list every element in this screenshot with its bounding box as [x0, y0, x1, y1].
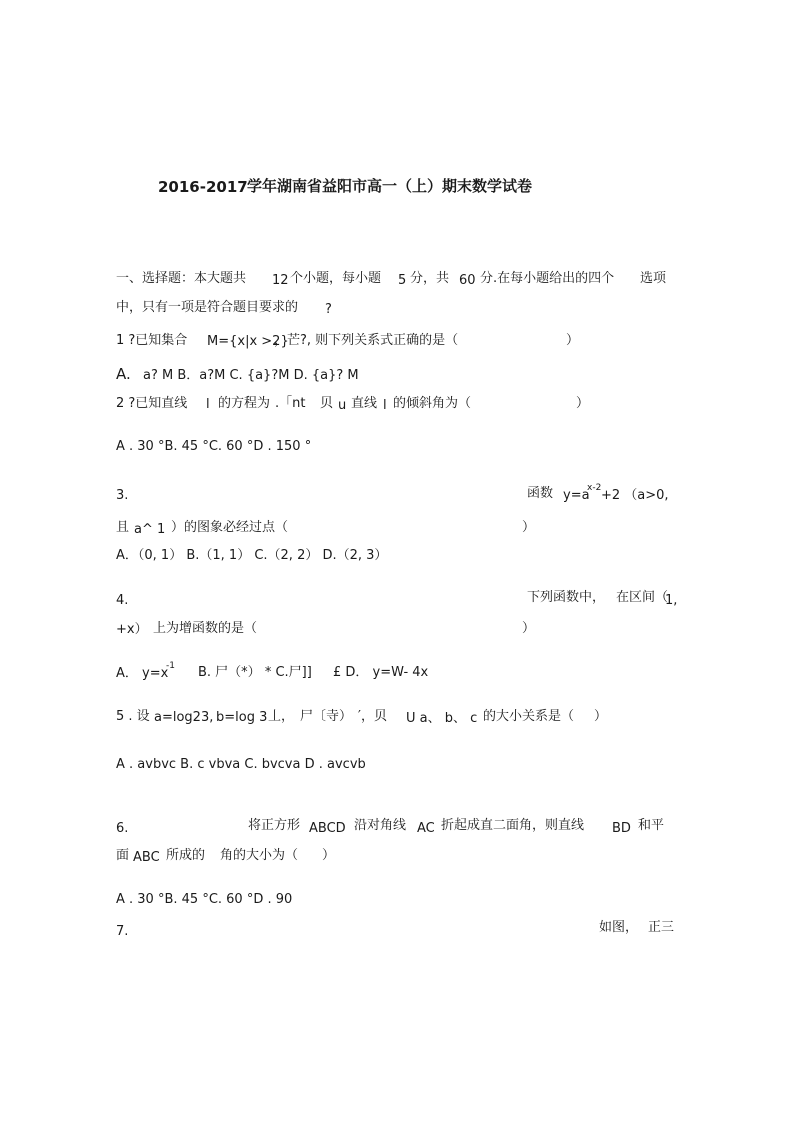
q5-variables: U a、 b、 c [406, 711, 478, 726]
section-heading-mark: ? [325, 302, 332, 317]
q3-stem-part1: 函数 [527, 486, 554, 501]
q5-stem-part2: 丄， [268, 709, 295, 724]
q5-value-b: b=log 3 [216, 710, 268, 725]
q6-stem-part1: 将正方形 [248, 818, 301, 833]
q2-stem-part4: u [338, 398, 347, 413]
q5-stem-part3: ′，贝 [358, 709, 387, 724]
q6-diagonal: AC [417, 821, 435, 836]
q6-stem-part2: 沿对角线 [354, 818, 407, 833]
q4-close-paren: ） [522, 621, 536, 636]
q5-options: A . avbvc B. c vbva C. bvcva D . avcvb [116, 757, 366, 772]
q4-interval-start: 1, [665, 593, 678, 608]
q6-options: A . 30 °B. 45 °C. 60 °D . 90 [116, 892, 293, 907]
q1-option-a-label: A. [116, 365, 131, 383]
q4-number: 4. [116, 593, 129, 608]
q4-option-a-exponent: -1 [166, 661, 175, 671]
section-heading-part1: 一、选择题：本大题共 [116, 271, 247, 286]
q4-stem-part1: 下列函数中， [527, 590, 606, 605]
q2-stem-part3: 贝 [320, 396, 334, 411]
section-heading-count: 12 [272, 273, 289, 288]
q7-number: 7. [116, 924, 129, 939]
q5-stem-part1: 5 . 设 [116, 709, 150, 724]
q3-function: y=a [563, 488, 590, 503]
q5-value-c: 尸〔寺） [300, 709, 353, 724]
section-heading-part4: 分.在每小题给出的四个 [480, 271, 615, 286]
q6-plane: ABC [133, 850, 160, 865]
q4-options-bc: B. 尸（*） * C.尸]] [198, 665, 312, 680]
q6-close-paren: ） [322, 848, 336, 863]
q2-stem-part1: 2 ?已知直线 [116, 396, 188, 411]
section-heading-points: 5 [398, 273, 407, 288]
q6-stem-part4: 和平 [638, 818, 665, 833]
q5-close-paren: ） [594, 709, 608, 724]
q3-number: 3. [116, 488, 129, 503]
q5-value-a: a=log23, [154, 710, 214, 725]
q1-close-paren: ） [566, 333, 580, 348]
q4-stem-part2: 在区间（ [616, 590, 669, 605]
q4-interval-end: +x） [116, 622, 148, 637]
q2-stem-part2: 的方程为 [218, 396, 271, 411]
q1-stem-part2: ，芒?, 则下列关系式正确的是（ [274, 333, 459, 348]
q3-close-paren: ） [522, 520, 536, 535]
q2-line-l: l [206, 397, 210, 412]
title-year: 2016-2017 [158, 178, 248, 196]
q2-equation: .「nt [275, 396, 306, 411]
q3-stem-part2: +2 （a>0, [601, 488, 669, 503]
q3-stem-part4: ）的图象必经过点（ [171, 520, 289, 535]
q2-close-paren: ） [576, 396, 590, 411]
q6-stem-part5: 面 [116, 848, 130, 863]
q6-stem-part7: 角的大小为（ [220, 848, 299, 863]
section-heading-part5: 选项 [640, 271, 667, 286]
q2-stem-part5: 直线 [351, 396, 378, 411]
q6-square: ABCD [309, 821, 346, 836]
q4-option-a: A． y=x [116, 666, 169, 681]
q6-stem-part6: 所成的 [166, 848, 206, 863]
section-heading-part2: 个小题，每小题 [290, 271, 382, 286]
q3-stem-part3: 且 [116, 520, 130, 535]
q4-options-d: £ D． y=W- 4x [333, 665, 429, 680]
q3-options: A．（0, 1） B.（1, 1） C.（2, 2） D.（2, 3） [116, 548, 388, 563]
section-heading-total: 60 [459, 273, 476, 288]
q7-stem-part1: 如图， [599, 920, 639, 935]
q1-stem-part1: 1 ?已知集合 [116, 333, 188, 348]
q3-condition: a^ 1 [134, 522, 166, 537]
q2-options: A . 30 °B. 45 °C. 60 °D . 150 ° [116, 439, 312, 454]
page-title: 学年湖南省益阳市高一（上）期末数学试卷 [247, 177, 533, 195]
q6-line-bd: BD [612, 821, 631, 836]
q2-stem-part6: 的倾斜角为（ [393, 396, 472, 411]
section-heading-part3: 分，共 [410, 271, 450, 286]
q4-stem-part3: 上为增函数的是（ [153, 621, 258, 636]
q1-set-m: M={x|x >2} [207, 334, 289, 349]
q2-line-l-2: l [383, 398, 387, 413]
q6-number: 6. [116, 821, 129, 836]
q5-stem-part4: 的大小关系是（ [483, 709, 575, 724]
q3-exponent: x-2 [587, 483, 602, 493]
q1-options: a? M B．a?M C. {a}?M D. {a}? M [143, 368, 359, 383]
section-heading-line2: 中，只有一项是符合题目要求的 [116, 300, 299, 315]
q6-stem-part3: 折起成直二面角，则直线 [441, 818, 585, 833]
q7-stem-part2: 正三 [648, 920, 675, 935]
